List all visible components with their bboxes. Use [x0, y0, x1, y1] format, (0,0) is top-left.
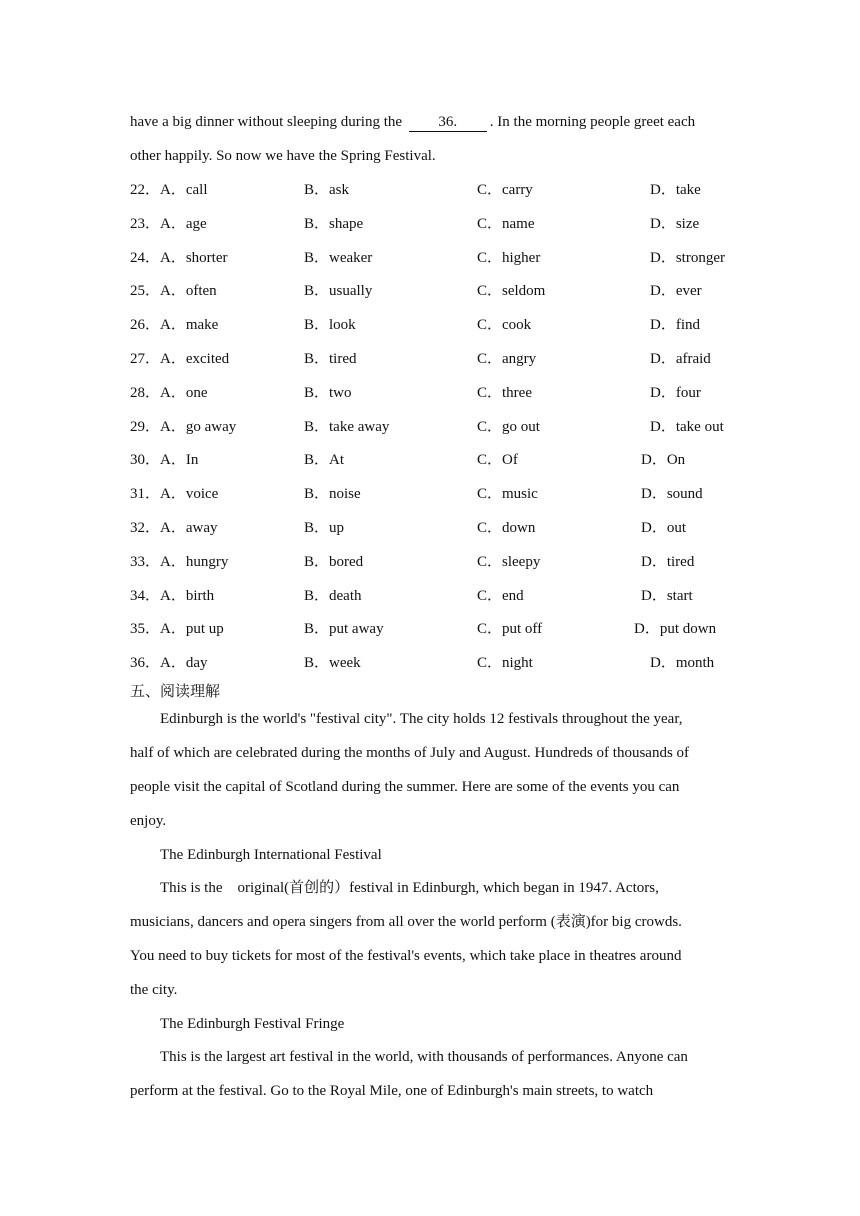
option-c: C．name: [477, 215, 535, 232]
option-d: D．four: [650, 384, 701, 401]
question-number: 31．: [130, 486, 161, 503]
option-d: D．size: [650, 215, 700, 232]
passage-line: Edinburgh is the world's "festival city". The city holds 12 festivals throughout the year,: [160, 711, 683, 727]
section-heading: 五、阅读理解: [130, 682, 221, 700]
option-d: D．out: [641, 520, 687, 536]
option-d: D．stronger: [650, 249, 725, 266]
option-b: B．look: [304, 317, 356, 334]
option-d: D．sound: [641, 486, 703, 503]
intro-text-after: . In the morning people greet each: [489, 114, 696, 130]
option-b: B．shape: [304, 215, 364, 232]
option-c: C．cook: [477, 317, 532, 334]
question-number: 27．: [130, 351, 161, 367]
question-number: 35．: [130, 621, 161, 638]
answer-blank-36: 36.: [409, 114, 487, 132]
question-number: 22．: [130, 182, 161, 198]
option-b: B．death: [304, 587, 362, 604]
option-a: A．shorter: [160, 249, 228, 266]
option-c: C．sleepy: [477, 553, 541, 570]
option-b: B．two: [304, 384, 352, 401]
question-number: 29．: [130, 418, 161, 435]
option-d: D．take: [650, 182, 701, 198]
option-b: B．ask: [304, 182, 350, 198]
intro-line-2: other happily. So now we have the Spring Festival.: [130, 148, 436, 164]
subheading: The Edinburgh International Festival: [160, 847, 382, 863]
option-a: A．age: [160, 215, 207, 232]
intro-line-1: [130, 112, 695, 132]
option-b: B．up: [304, 520, 345, 536]
option-a: A．often: [160, 283, 217, 300]
question-number: 36．: [130, 655, 161, 672]
option-a: A．away: [160, 520, 218, 536]
option-a: A．birth: [160, 587, 215, 604]
passage-line: the city.: [130, 982, 178, 998]
option-a: A．day: [160, 655, 208, 672]
option-a: A．In: [160, 452, 199, 469]
passage-line: half of which are celebrated during the months of July and August. Hundreds of thousands of: [130, 745, 690, 761]
passage-line: This is the largest art festival in the world, with thousands of performances. Anyone can: [160, 1049, 688, 1065]
option-c: C．night: [477, 655, 533, 672]
subheading: The Edinburgh Festival Fringe: [160, 1016, 345, 1032]
passage-line: people visit the capital of Scotland during the summer. Here are some of the events you can: [130, 779, 680, 795]
question-number: 32．: [130, 520, 161, 536]
option-b: B．take away: [304, 418, 390, 435]
intro-text: have a big dinner without sleeping during the: [130, 114, 403, 130]
option-a: A．one: [160, 384, 208, 401]
option-b: B．At: [304, 452, 345, 469]
question-number: 23．: [130, 215, 161, 232]
option-b: B．put away: [304, 621, 384, 638]
option-c: C．go out: [477, 418, 540, 435]
option-d: D．find: [650, 317, 700, 334]
question-number: 24．: [130, 249, 161, 266]
option-a: A．call: [160, 182, 208, 198]
option-b: B．week: [304, 655, 361, 672]
question-number: 30．: [130, 452, 161, 469]
option-d: D．start: [641, 587, 693, 604]
option-d: D．afraid: [650, 351, 711, 367]
question-number: 34．: [130, 587, 161, 604]
option-a: A．go away: [160, 418, 237, 435]
option-c: C．seldom: [477, 283, 546, 300]
option-c: C．down: [477, 520, 536, 536]
passage-line: musicians, dancers and opera singers from all over the world perform (表演)for big crowds.: [130, 914, 682, 930]
option-c: C．music: [477, 486, 538, 503]
option-d: D．ever: [650, 283, 702, 300]
passage-line: enjoy.: [130, 813, 167, 829]
option-c: C．end: [477, 587, 524, 604]
question-number: 28．: [130, 384, 161, 401]
question-number: 33．: [130, 553, 161, 570]
passage-line: This is the original(首创的）festival in Edinburgh, which began in 1947. Actors,: [160, 880, 659, 896]
option-a: A．put up: [160, 621, 224, 638]
option-b: B．usually: [304, 283, 373, 300]
option-d: D．take out: [650, 418, 724, 435]
option-d: D．put down: [634, 621, 717, 638]
option-c: C．three: [477, 384, 532, 401]
option-b: B．bored: [304, 553, 364, 570]
option-b: B．weaker: [304, 249, 373, 266]
option-a: A．hungry: [160, 553, 229, 570]
option-b: B．tired: [304, 351, 357, 367]
passage-line: You need to buy tickets for most of the festival's events, which take place in theatres around: [130, 948, 682, 964]
option-d: D．On: [641, 452, 686, 469]
option-d: D．tired: [641, 553, 695, 570]
option-c: C．angry: [477, 351, 537, 367]
option-b: B．noise: [304, 486, 361, 503]
option-c: C．carry: [477, 182, 533, 198]
question-number: 25．: [130, 283, 161, 300]
option-d: D．month: [650, 655, 715, 672]
option-a: A．voice: [160, 486, 219, 503]
option-a: A．excited: [160, 351, 230, 367]
option-c: C．Of: [477, 452, 518, 469]
option-c: C．put off: [477, 621, 543, 638]
question-number: 26．: [130, 317, 161, 334]
passage-line: perform at the festival. Go to the Royal Mile, one of Edinburgh's main streets, to watch: [130, 1083, 654, 1099]
option-c: C．higher: [477, 249, 541, 266]
option-a: A．make: [160, 317, 219, 334]
